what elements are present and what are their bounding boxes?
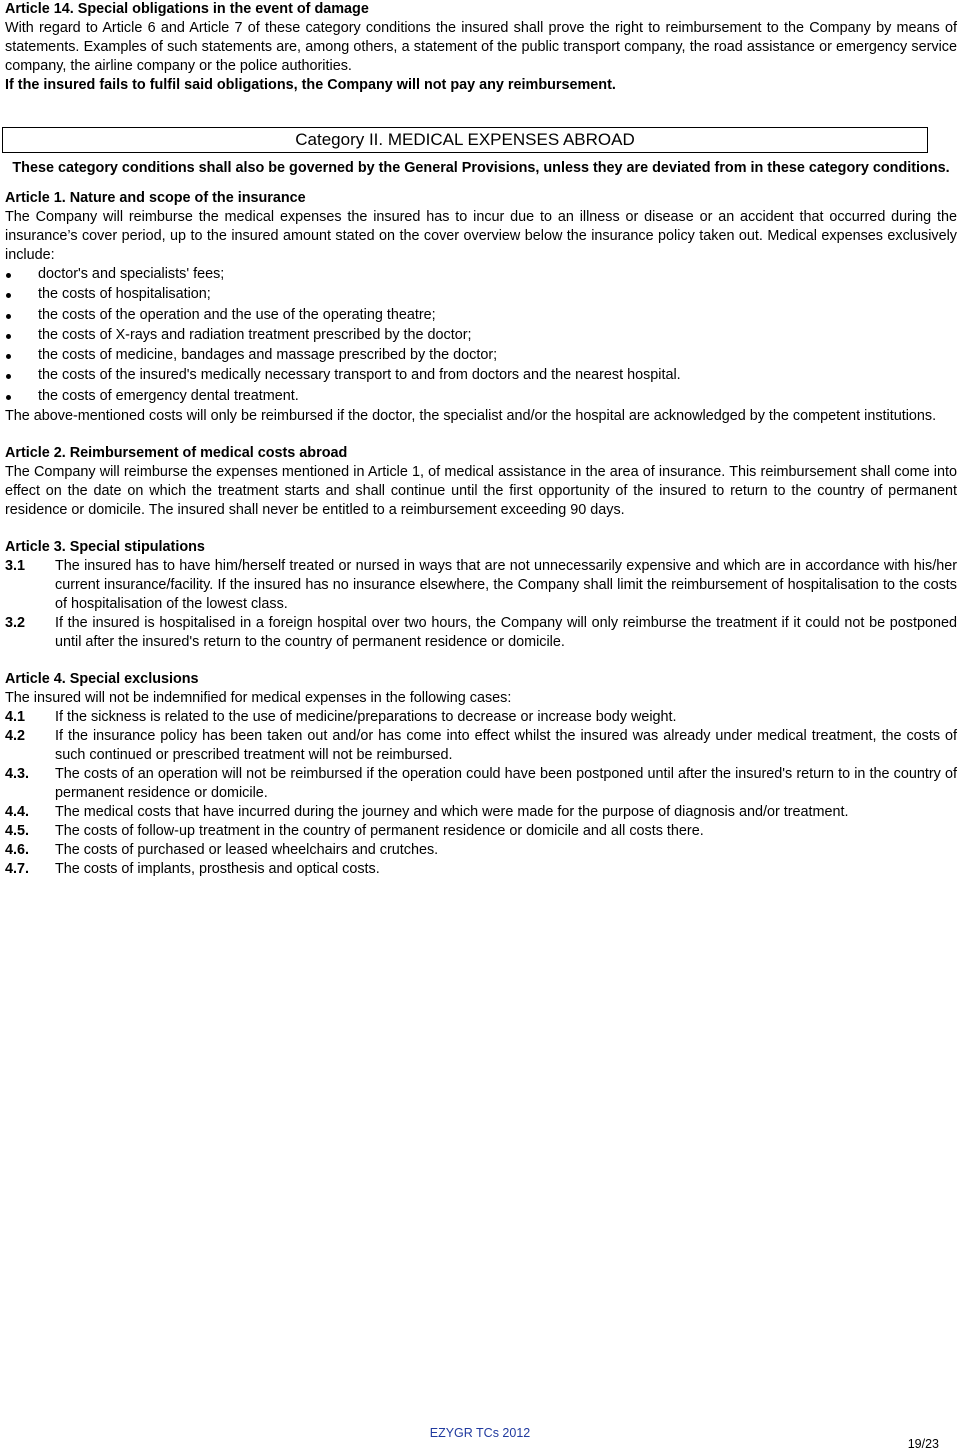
bullet-icon [6, 314, 11, 319]
item-number: 4.5. [5, 823, 30, 840]
article-1-text: The Company will reimburse the medical expenses the insured has to incur due to an illness or disease or an accident that occurred during the insurance’s cover period, up to the insured amount stated on the cover overview below the insurance policy taken out. Medical expenses exclusively include: [5, 209, 957, 263]
article-4-intro: The insured will not be indemnified for medical expenses in the following cases: [5, 690, 512, 707]
item-number: 3.2 [5, 615, 26, 632]
article-4-item [5, 860, 957, 879]
item-text: The costs of an operation will not be reimbursed if the operation could have been postponed until after the insured's return to in the country of permanent residence or domicile. [55, 766, 957, 802]
bullet-icon [6, 374, 11, 379]
item-number: 4.7. [5, 861, 30, 878]
bullet-icon [6, 293, 11, 298]
list-item: the costs of the insured's medically necessary transport to and from doctors and the nearest hospital. [5, 366, 957, 385]
article-14-text: With regard to Article 6 and Article 7 of these category conditions the insured shall prove the right to reimbursement to the Company by means of statements. Examples of such statements are, among others, a statement of the public transport company, the road assistance or emergency service company, the airline company or the police authorities. [5, 20, 957, 74]
article-4-item [5, 822, 957, 841]
article-1-closing: The above-mentioned costs will only be reimbursed if the doctor, the specialist and/or the hospital are acknowledged by the competent institutions. [5, 408, 937, 425]
article-1-bullet-list [5, 265, 957, 406]
list-item: the costs of hospitalisation; [5, 285, 957, 304]
item-number: 4.6. [5, 842, 30, 859]
item-text: If the sickness is related to the use of medicine/preparations to decrease or increase body weight. [55, 709, 677, 726]
article-4-item [5, 708, 957, 727]
article-14-title: Article 14. Special obligations in the event of damage [5, 1, 369, 17]
list-item: doctor's and specialists' fees; [5, 265, 957, 284]
article-4-item [5, 765, 957, 803]
item-number: 4.3. [5, 766, 30, 783]
list-item: the costs of emergency dental treatment. [5, 387, 957, 406]
category-subtitle: These category conditions shall also be governed by the General Provisions, unless they are deviated from in these category conditions. [12, 160, 950, 176]
category-title-box [2, 127, 928, 153]
footer-document-label: EZYGR TCs 2012 [429, 1426, 531, 1440]
article-4-title: Article 4. Special exclusions [5, 671, 199, 688]
item-text: The medical costs that have incurred during the journey and which were made for the purpose of diagnosis and/or treatment. [55, 804, 849, 821]
item-text: The costs of implants, prosthesis and optical costs. [55, 861, 380, 878]
list-item: the costs of X-rays and radiation treatment prescribed by the doctor; [5, 326, 957, 345]
item-text: The costs of follow-up treatment in the country of permanent residence or domicile and all costs there. [55, 823, 704, 840]
item-text: The insured has to have him/herself treated or nursed in ways that are not unnecessarily expensive and which are in accordance with his/her current insurance/facility. If the insured has no insurance elsewhere, the Company shall limit the reimbursement of hospitalisation to the costs of hospitalisation of the lowest class. [55, 558, 957, 613]
bullet-icon [6, 273, 11, 278]
article-3-title: Article 3. Special stipulations [5, 539, 205, 556]
article-1-title: Article 1. Nature and scope of the insurance [5, 190, 306, 206]
item-number: 4.4. [5, 804, 30, 821]
article-4-item [5, 803, 957, 822]
list-item: the costs of the operation and the use of the operating theatre; [5, 306, 957, 325]
item-text: If the insurance policy has been taken out and/or has come into effect whilst the insured was already under medical treatment, the costs of such continued or prescribed treatment will not be reimbursed. [55, 728, 957, 764]
article-3-item [5, 557, 957, 614]
item-text: The costs of purchased or leased wheelchairs and crutches. [55, 842, 439, 859]
article-4-item [5, 841, 957, 860]
item-number: 3.1 [5, 558, 26, 575]
item-number: 4.1 [5, 709, 26, 726]
article-2-title: Article 2. Reimbursement of medical costs abroad [5, 445, 348, 462]
article-2-text: The Company will reimburse the expenses mentioned in Article 1, of medical assistance in the area of insurance. This reimbursement shall come into effect on the date on which the treatment starts and shall continue until the first opportunity of the insured to return to the country of permanent residence or domicile. The insured shall never be entitled to a reimbursement exceeding 90 days. [5, 464, 957, 519]
item-text: If the insured is hospitalised in a foreign hospital over two hours, the Company will only reimburse the treatment if it could not be postponed until after the insured's return to the country of permanent residence or domicile. [55, 615, 957, 651]
page-number: 19/23 [907, 1437, 939, 1451]
bullet-icon [6, 354, 11, 359]
article-14-bold-text: If the insured fails to fulfil said obligations, the Company will not pay any reimbursement. [5, 77, 616, 93]
list-item: the costs of medicine, bandages and massage prescribed by the doctor; [5, 346, 957, 365]
bullet-icon [6, 395, 11, 400]
category-title: Category II. MEDICAL EXPENSES ABROAD [295, 130, 635, 149]
bullet-icon [6, 334, 11, 339]
article-3-item [5, 614, 957, 652]
article-4-item [5, 727, 957, 765]
item-number: 4.2 [5, 728, 26, 745]
document-page [5, 0, 957, 879]
